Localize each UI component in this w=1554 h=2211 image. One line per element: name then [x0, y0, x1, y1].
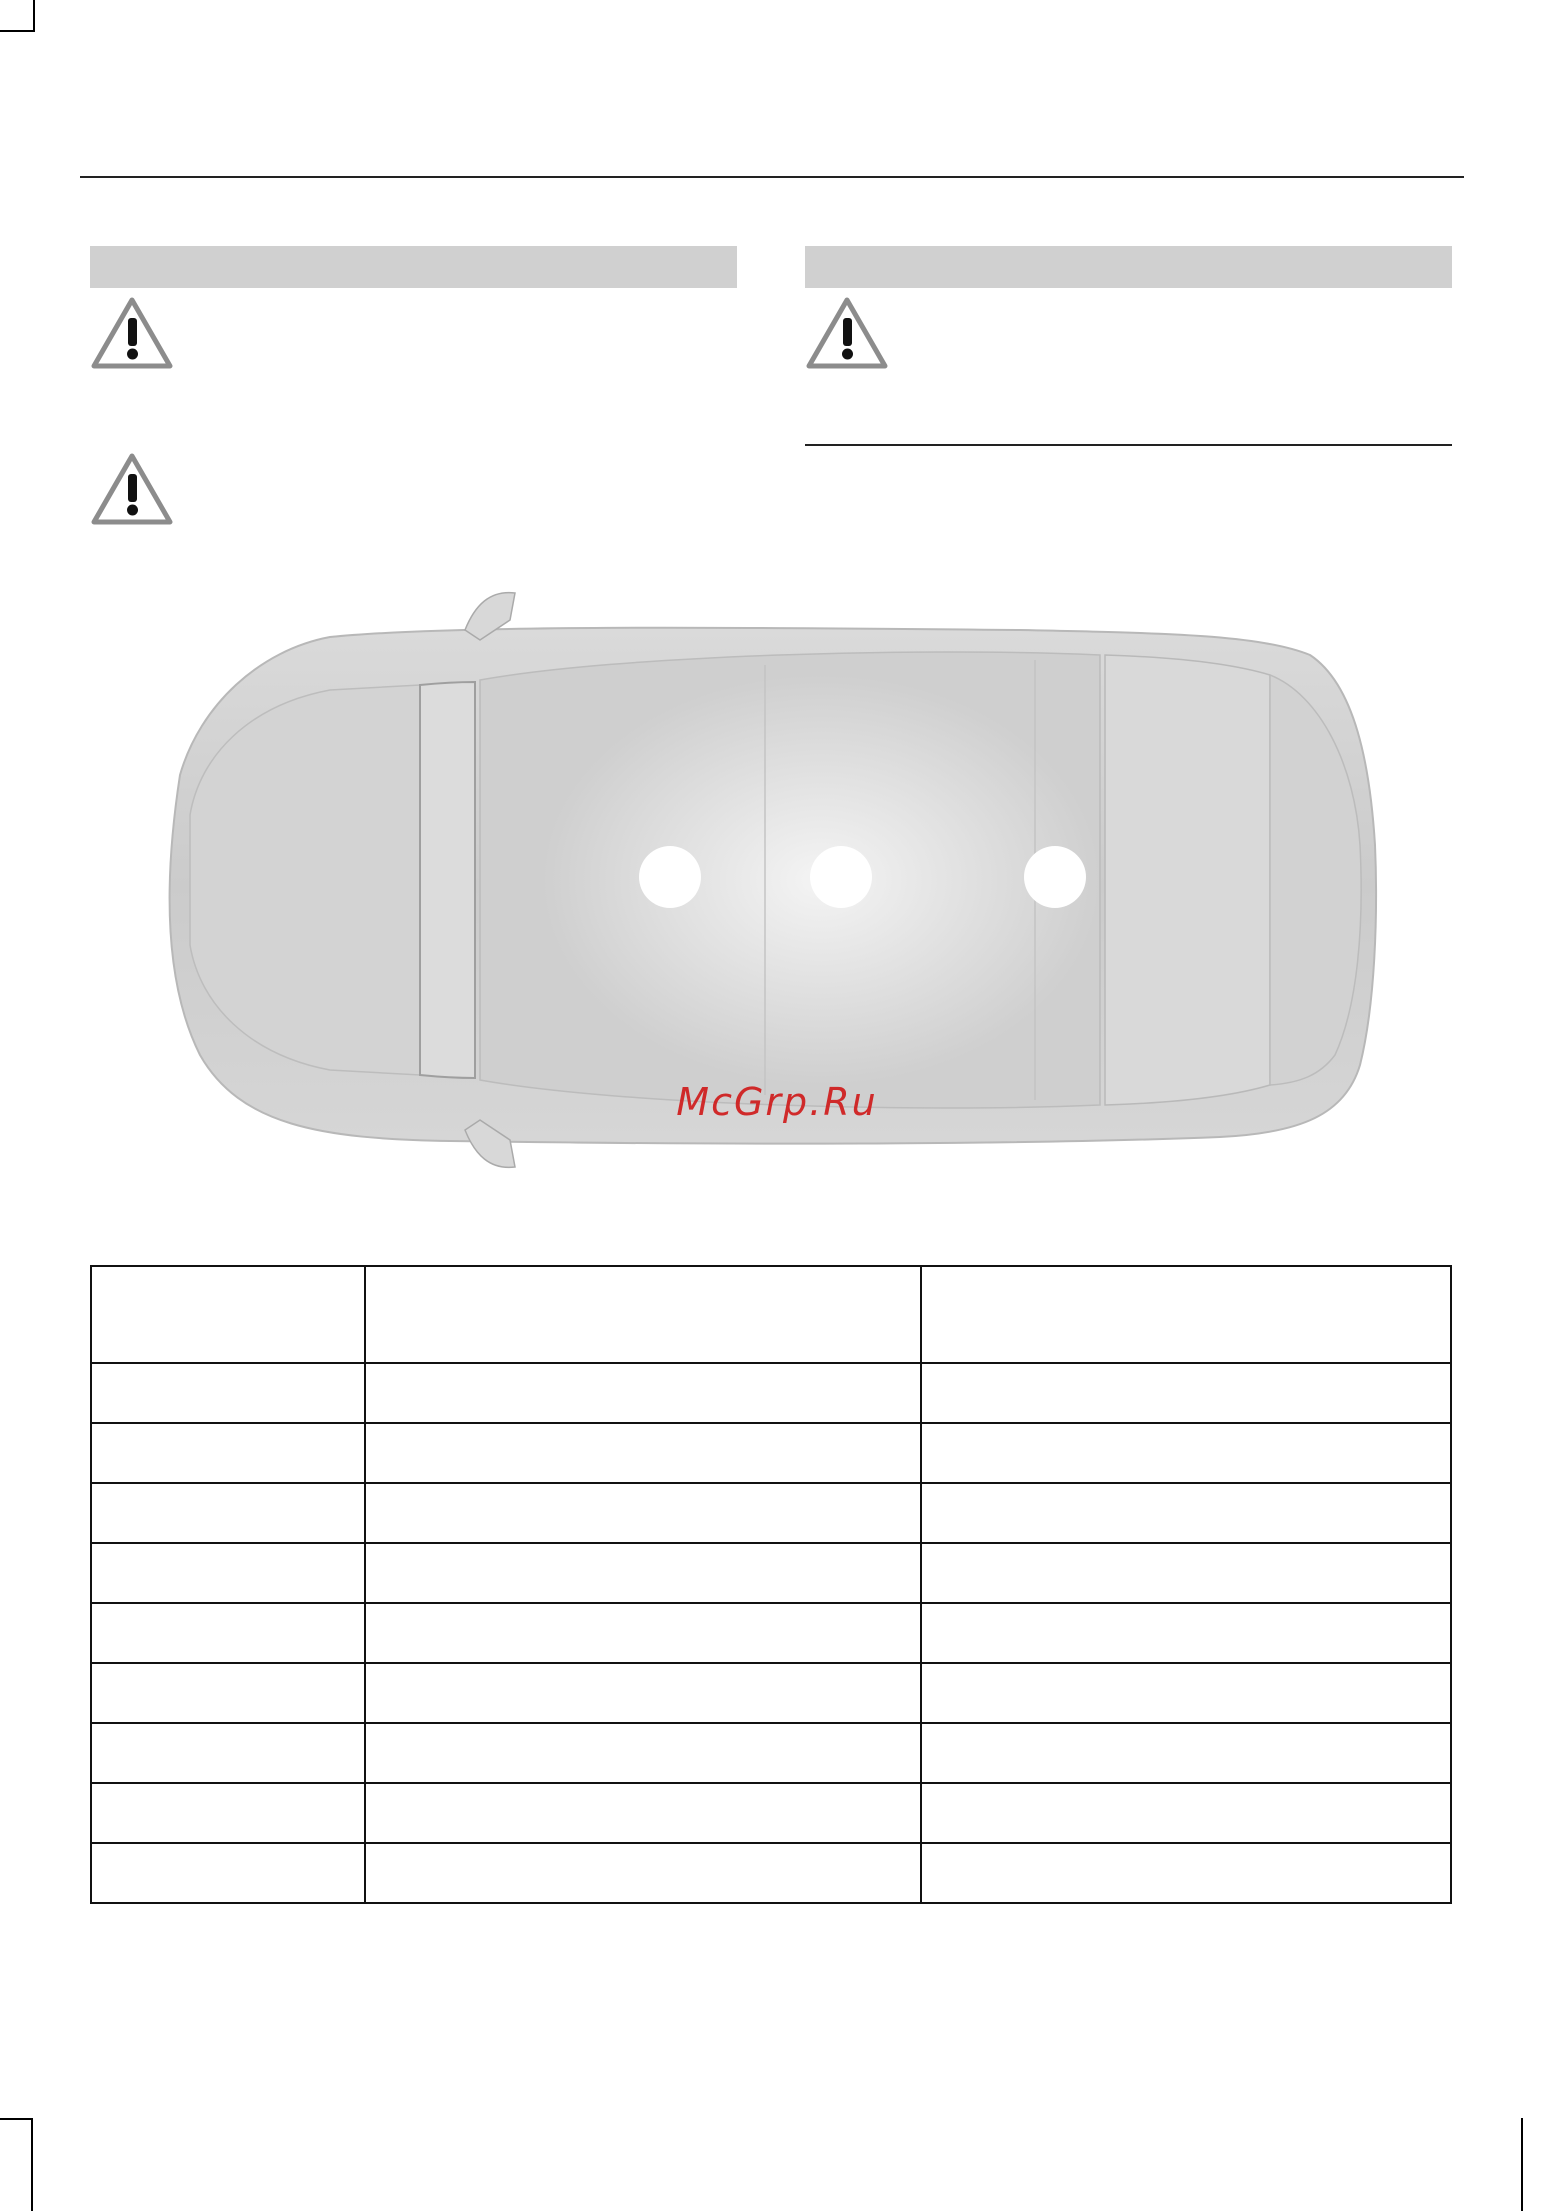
table-cell	[92, 1544, 364, 1602]
table-cell	[364, 1784, 920, 1842]
table-cell	[920, 1544, 1450, 1602]
table-cell	[364, 1364, 920, 1422]
data-table	[90, 1265, 1452, 1904]
table-cell	[92, 1424, 364, 1482]
crop-mark-bottom-left-h	[0, 2118, 33, 2120]
crop-mark-top-left-v	[33, 0, 35, 32]
diagram-marker-4	[1378, 846, 1440, 908]
table-header-cell	[92, 1267, 364, 1362]
table-row	[92, 1422, 1450, 1482]
section-band-right	[805, 246, 1452, 288]
crop-mark-bottom-left-v	[31, 2118, 33, 2211]
table-cell	[364, 1724, 920, 1782]
warning-triangle-icon	[90, 452, 174, 526]
table-cell	[92, 1664, 364, 1722]
table-cell	[920, 1724, 1450, 1782]
table-cell	[920, 1484, 1450, 1542]
diagram-marker-3	[1024, 846, 1086, 908]
table-cell	[920, 1664, 1450, 1722]
car-roof	[480, 652, 1100, 1108]
table-row	[92, 1842, 1450, 1902]
table-cell	[92, 1364, 364, 1422]
table-cell	[92, 1484, 364, 1542]
table-cell	[364, 1484, 920, 1542]
table-cell	[364, 1604, 920, 1662]
table-row	[92, 1782, 1450, 1842]
table-cell	[364, 1544, 920, 1602]
right-column-rule	[805, 444, 1452, 446]
section-band-left	[90, 246, 737, 288]
table-cell	[92, 1724, 364, 1782]
table-header-cell	[364, 1267, 920, 1362]
table-row	[92, 1662, 1450, 1722]
table-row	[92, 1482, 1450, 1542]
warning-triangle-icon	[90, 296, 174, 370]
diagram-marker-1	[639, 846, 701, 908]
table-cell	[364, 1844, 920, 1902]
table-cell	[920, 1364, 1450, 1422]
table-cell	[92, 1844, 364, 1902]
car-windshield	[420, 682, 475, 1078]
crop-mark-top-left-h	[0, 30, 35, 32]
crop-mark-bottom-right-v	[1521, 2118, 1523, 2211]
table-cell	[364, 1664, 920, 1722]
header-rule	[80, 176, 1464, 178]
table-cell	[92, 1784, 364, 1842]
car-rear-window	[1105, 655, 1270, 1105]
table-row	[92, 1542, 1450, 1602]
table-row	[92, 1602, 1450, 1662]
table-cell	[920, 1784, 1450, 1842]
warning-triangle-icon	[805, 296, 889, 370]
table-header-cell	[920, 1267, 1450, 1362]
table-cell	[920, 1604, 1450, 1662]
diagram-marker-2	[810, 846, 872, 908]
table-row	[92, 1362, 1450, 1422]
watermark-text: McGrp.Ru	[676, 1080, 878, 1124]
table-row	[92, 1722, 1450, 1782]
table-cell	[920, 1844, 1450, 1902]
table-cell	[920, 1424, 1450, 1482]
table-cell	[92, 1604, 364, 1662]
table-header-row	[92, 1267, 1450, 1362]
table-cell	[364, 1424, 920, 1482]
